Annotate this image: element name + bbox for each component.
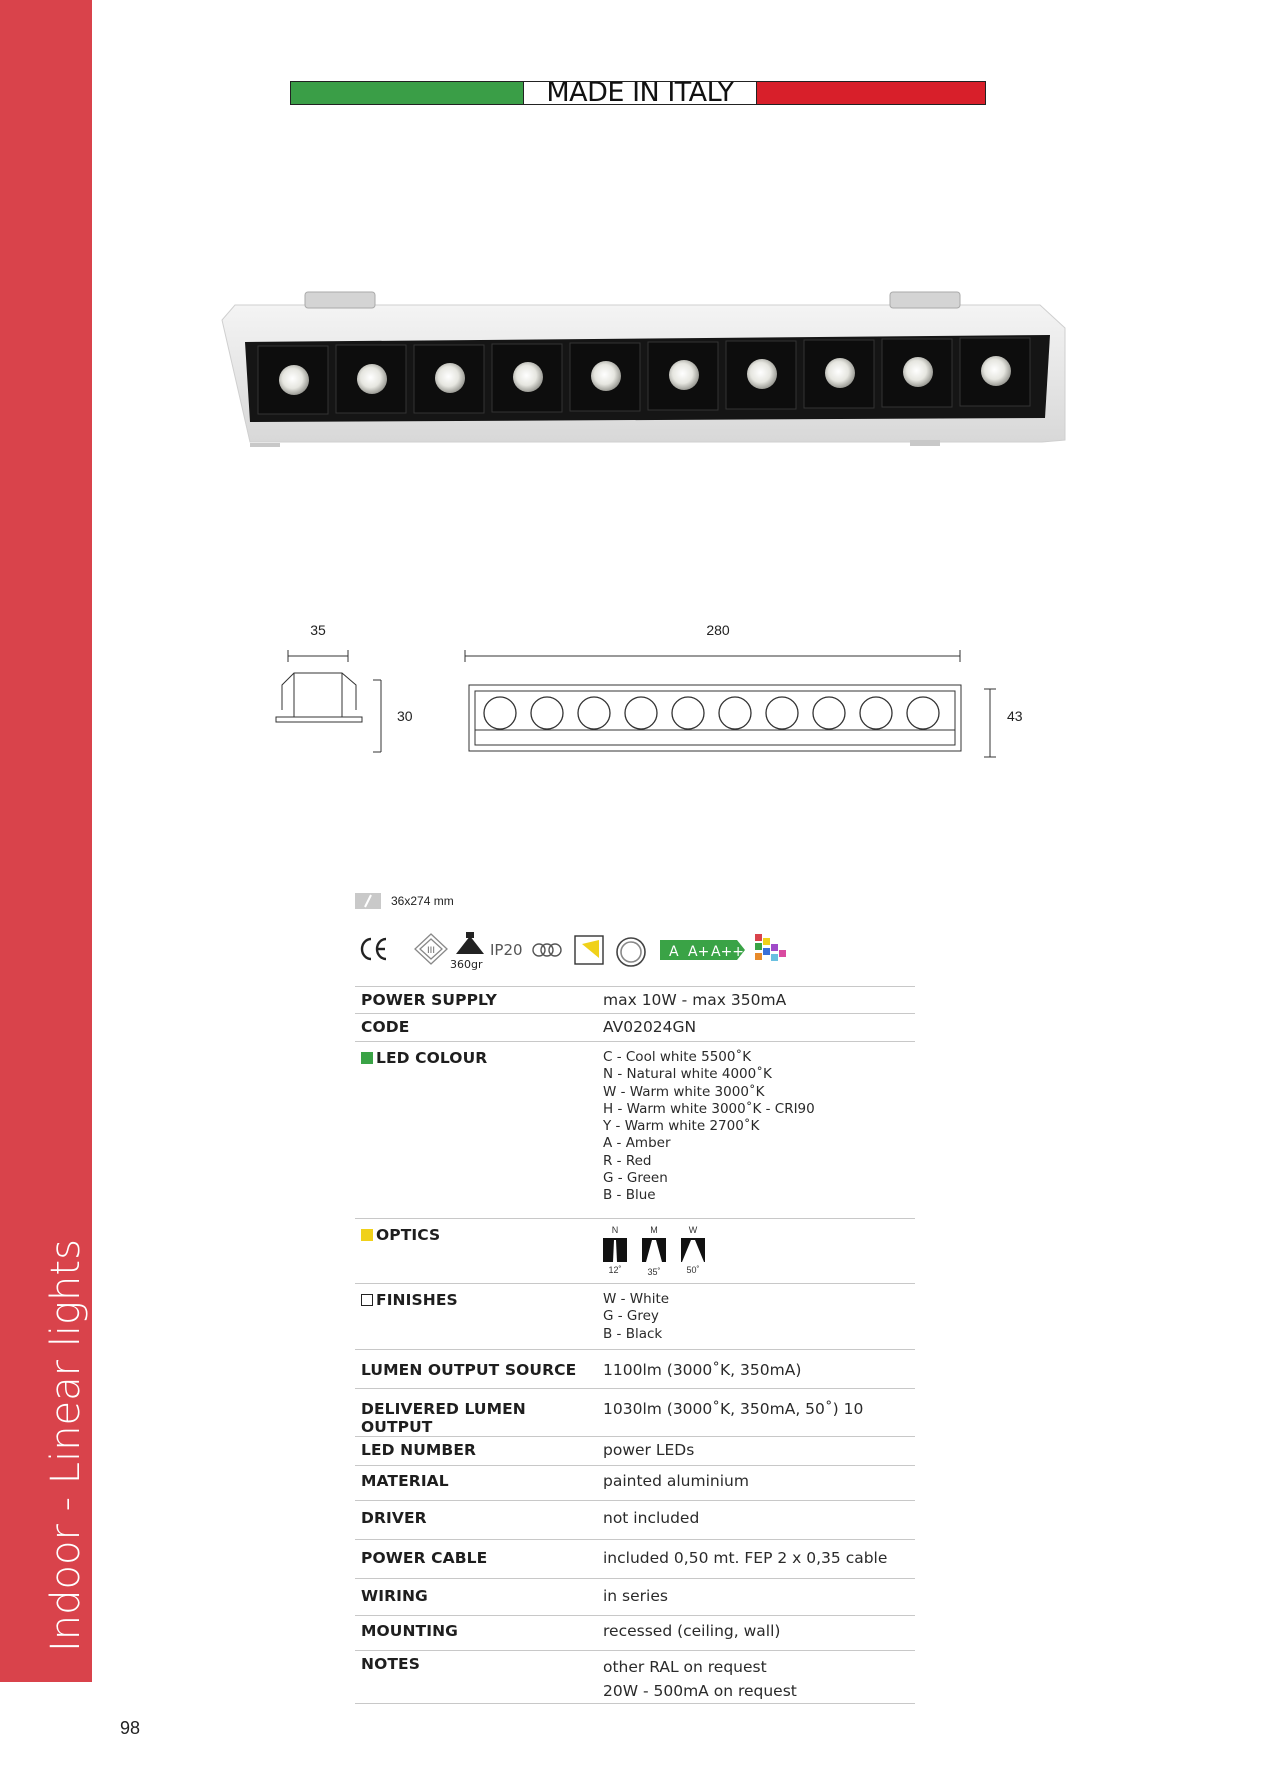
spec-row-lumen-source (355, 1350, 915, 1389)
beam-angle-m: 35˚ (647, 1267, 661, 1277)
spec-value: in series (597, 1579, 915, 1616)
cutout-icon (355, 893, 381, 909)
list-item: W - White (603, 1291, 670, 1307)
list-item: C - Cool white 5500˚K (603, 1049, 752, 1065)
spec-value: included 0,50 mt. FEP 2 x 0,35 cable (597, 1540, 915, 1579)
spec-label: POWER SUPPLY (355, 987, 597, 1014)
spec-table (355, 986, 915, 1704)
list-item: Y - Warm white 2700˚K (603, 1118, 760, 1135)
energy-class-icon (660, 940, 745, 960)
spec-label: DRIVER (355, 1501, 597, 1540)
list-item: A - Amber (603, 1135, 671, 1152)
optics-beams (603, 1223, 723, 1279)
made-in-italy-text: MADE IN ITALY (524, 82, 756, 104)
spec-row-led-colour (355, 1042, 915, 1219)
spec-label: LED COLOUR (376, 1049, 488, 1067)
beam-360-icon (450, 932, 484, 971)
page-number: 98 (120, 1718, 141, 1738)
made-in-italy-banner (290, 81, 986, 105)
list-item: G - Grey (603, 1308, 659, 1325)
spec-row-delivered-lumen (355, 1389, 915, 1437)
spec-value: power LEDs (597, 1437, 915, 1466)
spec-label: CODE (355, 1014, 597, 1042)
beam-code-n: N (611, 1225, 619, 1235)
beam-angle-w: 50˚ (686, 1265, 700, 1275)
spec-row-led-number (355, 1437, 915, 1466)
spec-row-finishes (355, 1284, 915, 1350)
spec-row-power-supply (355, 987, 915, 1014)
length-dimension-label: 280 (706, 622, 730, 638)
depth-dimension-label: 43 (1007, 708, 1023, 724)
technical-drawing (260, 605, 1040, 775)
wide-beam-icon (681, 1238, 705, 1262)
finishes-list (603, 1288, 915, 1343)
energy-a: A (669, 944, 679, 960)
spec-label: MATERIAL (355, 1466, 597, 1501)
note-item: 20W - 500mA on request (603, 1682, 797, 1700)
section-title: Indoor - Linear lights (43, 1239, 89, 1652)
beam-angle-n: 12˚ (608, 1265, 622, 1275)
spec-label: MOUNTING (355, 1616, 597, 1651)
spec-row-material (355, 1466, 915, 1501)
spec-label: DELIVERED LUMEN OUTPUT (355, 1389, 597, 1437)
spec-section (355, 890, 915, 1704)
rgb-colour-icon (755, 934, 786, 961)
rotation-icon (617, 938, 645, 966)
energy-a-plus-plus: A++ (711, 944, 745, 960)
list-item: W - Warm white 3000˚K (603, 1083, 765, 1100)
spec-label: FINISHES (376, 1291, 458, 1309)
finishes-marker (361, 1294, 373, 1306)
ce-mark-icon (362, 939, 386, 959)
note-item: other RAL on request (603, 1658, 767, 1676)
beam-label: 360gr (450, 958, 483, 971)
certification-icons (355, 926, 915, 978)
spec-row-optics (355, 1219, 915, 1284)
height-dimension-label: 30 (397, 708, 413, 724)
flag-red-stripe (756, 82, 985, 104)
dimmable-icon (575, 936, 603, 964)
spec-value: AV02024GN (597, 1014, 915, 1042)
spec-label: NOTES (355, 1651, 597, 1704)
spec-value: max 10W - max 350mA (597, 987, 915, 1014)
cutout-size: 36x274 mm (391, 894, 454, 908)
list-item: H - Warm white 3000˚K - CRI90 (603, 1100, 815, 1117)
spec-value: 1100lm (3000˚K, 350mA) (597, 1350, 915, 1389)
spec-value: recessed (ceiling, wall) (597, 1616, 915, 1651)
spec-row-power-cable (355, 1540, 915, 1579)
ip20-icon: IP20 (490, 941, 523, 959)
spec-label: POWER CABLE (355, 1540, 597, 1579)
led-colour-marker (361, 1052, 373, 1064)
product-photo (210, 290, 1080, 470)
optics-marker (361, 1229, 373, 1241)
svg-text:III: III (427, 946, 435, 956)
list-item: B - Black (603, 1325, 663, 1342)
spec-row-mounting (355, 1616, 915, 1651)
flag-green-stripe (291, 82, 524, 104)
spec-value: 1030lm (3000˚K, 350mA, 50˚) 10 (597, 1389, 915, 1437)
spec-label: OPTICS (376, 1226, 441, 1244)
spec-value: painted aluminium (597, 1466, 915, 1501)
spec-row-wiring (355, 1579, 915, 1616)
class-iii-icon (415, 934, 447, 964)
list-item: G - Green (603, 1170, 668, 1187)
spec-row-notes (355, 1651, 915, 1704)
medium-beam-icon (642, 1238, 666, 1262)
led-outline-row (484, 697, 939, 729)
led-colour-list (603, 1046, 915, 1205)
list-item: R - Red (603, 1152, 652, 1169)
spec-row-driver (355, 1501, 915, 1540)
narrow-beam-icon (603, 1238, 627, 1262)
spec-row-code (355, 1014, 915, 1042)
cutout-dimension (355, 890, 915, 912)
list-item: B - Blue (603, 1187, 656, 1204)
spec-label: LED NUMBER (355, 1437, 597, 1466)
spec-label: LUMEN OUTPUT SOURCE (355, 1350, 597, 1389)
width-dimension-label: 35 (310, 622, 326, 638)
beam-code-m: M (650, 1225, 658, 1235)
beam-code-w: W (688, 1225, 698, 1235)
spec-value: not included (597, 1501, 915, 1540)
list-item: N - Natural white 4000˚K (603, 1066, 772, 1083)
spec-label: WIRING (355, 1579, 597, 1616)
driver-icon (533, 944, 561, 956)
energy-a-plus: A+ (688, 944, 710, 960)
